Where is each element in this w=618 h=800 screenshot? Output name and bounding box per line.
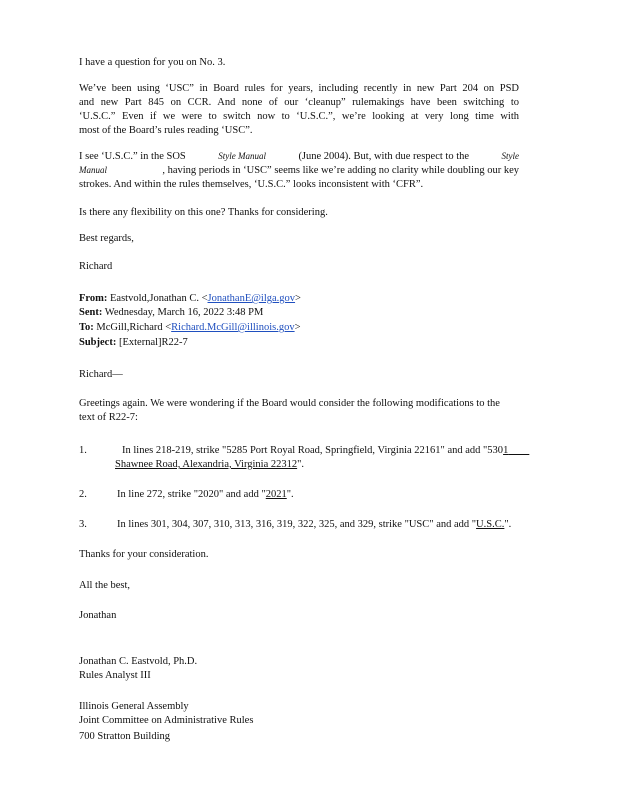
p3-line2-text: , having periods in ‘USC” seems like we’re adding no clarity while doubling our key (162, 165, 519, 176)
p3-manual-word: Manual (79, 165, 107, 175)
item-2-underlined: 2021 (265, 489, 287, 500)
item-3-underlined: U.S.C. (476, 519, 505, 530)
from-label: From: (79, 293, 108, 304)
p3-text-a: I see ‘U.S.C.” in the SOS (79, 151, 186, 162)
original-intro-line-1: Greetings again. We were wondering if the Board would consider the following modifications to the (79, 398, 500, 409)
signature-title: Rules Analyst III (79, 670, 151, 681)
reply-paragraph-4: Is there any flexibility on this one? Thanks for considering. (79, 207, 328, 218)
sent-value: Wednesday, March 16, 2022 3:48 PM (104, 307, 264, 318)
sent-label: Sent: (79, 307, 103, 318)
to-end: > (294, 322, 301, 333)
reply-signoff: Richard (79, 261, 113, 272)
list-item-2-number: 2. (79, 489, 87, 500)
item-3-text-a: In lines 301, 304, 307, 310, 313, 316, 319, 322, 325, and 329, strike "USC" and add " (117, 519, 477, 530)
list-item-1-line-1 (122, 444, 529, 457)
to-email-link[interactable]: Richard.McGill@illinois.gov (171, 322, 295, 333)
reply-paragraph-2-line-1: We’ve been using ‘USC” in Board rules for years, including recently in new Part 204 on PSD (79, 83, 519, 94)
item-2-text-a: In line 272, strike "2020" and add " (117, 489, 266, 500)
item-1-underlined-digit: 1 (503, 445, 509, 456)
subject-value: [External]R22-7 (118, 337, 188, 348)
original-closing: All the best, (79, 580, 131, 591)
reply-paragraph-3-line-1 (79, 150, 519, 163)
p3-text-b: (June 2004). But, with due respect to the (298, 151, 470, 162)
original-thanks: Thanks for your consideration. (79, 549, 209, 560)
original-intro-line-2: text of R22-7: (79, 412, 138, 423)
item-1-new-address: Shawnee Road, Alexandria, Virginia 22312 (115, 459, 298, 470)
to-name: McGill,Richard < (96, 322, 172, 333)
from-end: > (295, 293, 301, 304)
signature-name: Jonathan C. Eastvold, Ph.D. (79, 656, 198, 667)
item-1-underline-filler (508, 445, 529, 456)
from-email-link[interactable]: JonathanE@ilga.gov (207, 293, 296, 304)
signature-address: 700 Stratton Building (79, 731, 171, 742)
original-greeting: Richard— (79, 369, 123, 380)
header-sent (79, 306, 263, 319)
list-item-1-line-2 (115, 458, 304, 471)
item-2-end: ". (286, 489, 294, 500)
subject-label: Subject: (79, 337, 117, 348)
p3-style-manual: Style Manual (218, 151, 266, 161)
item-1-text-a: In lines 218-219, strike "5285 Port Royal Road, Springfield, Virginia 22161" and add "530 (122, 445, 504, 456)
list-item-3-text (117, 518, 511, 531)
list-item-2-text (117, 488, 294, 501)
p3-style-word: Style (501, 151, 519, 161)
reply-paragraph-3-line-3: strokes. And within the rules themselves, ‘U.S.C.” looks inconsistent with ‘CFR”. (79, 179, 424, 190)
header-from (79, 292, 301, 305)
original-signoff: Jonathan (79, 610, 117, 621)
header-subject (79, 336, 188, 349)
item-3-end: ". (504, 519, 512, 530)
from-name: Eastvold,Jonathan C. < (110, 293, 208, 304)
reply-paragraph-1: I have a question for you on No. 3. (79, 57, 226, 68)
signature-org-1: Illinois General Assembly (79, 701, 189, 712)
reply-closing: Best regards, (79, 233, 134, 244)
header-to (79, 321, 301, 334)
signature-org-2: Joint Committee on Administrative Rules (79, 715, 254, 726)
list-item-3-number: 3. (79, 519, 87, 530)
reply-paragraph-2-line-3: ‘U.S.C.” Even if we were to switch now to ‘U.S.C.”, we’re looking at very long time with (79, 111, 519, 122)
reply-paragraph-2-line-2: and new Part 845 on CCR. And none of our ‘cleanup” rulemakings have been switching to (79, 97, 519, 108)
to-label: To: (79, 322, 94, 333)
item-1-end: ". (297, 459, 305, 470)
reply-paragraph-2-line-4: most of the Board’s rules reading ‘USC”. (79, 125, 253, 136)
list-item-1-number: 1. (79, 445, 87, 456)
reply-paragraph-3-line-2 (79, 164, 519, 177)
